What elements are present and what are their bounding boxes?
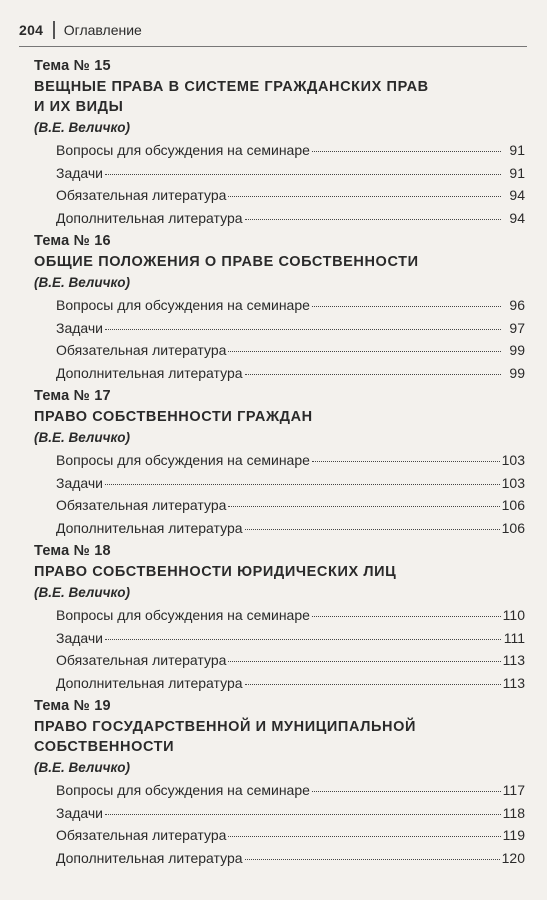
- topic-author: (В.Е. Величко): [34, 275, 131, 290]
- toc-entry-label: Задачи: [56, 804, 104, 821]
- topic-title-line: И ИХ ВИДЫ: [34, 99, 124, 115]
- toc-entry[interactable]: [34, 207, 525, 230]
- toc-entry[interactable]: [34, 162, 525, 185]
- toc-entry-label: Задачи: [56, 164, 104, 181]
- toc-entry-label: Вопросы для обсуждения на семинаре: [56, 782, 310, 798]
- toc-entry-page: 99: [509, 342, 525, 358]
- dot-leader: [245, 219, 501, 220]
- toc-entry-page: 111: [503, 629, 525, 646]
- toc-entry-label: Вопросы для обсуждения на семинаре: [56, 607, 310, 623]
- toc-topic: [34, 56, 525, 231]
- toc-entry[interactable]: [34, 294, 525, 317]
- toc-entry-page: 94: [509, 187, 525, 203]
- page-number: 204: [19, 22, 44, 38]
- toc-entry-label: Задачи: [56, 474, 104, 491]
- dot-leader: [105, 329, 501, 330]
- toc-topic: [34, 231, 525, 386]
- toc-entry-page: 106: [501, 519, 525, 536]
- toc-entry-page: 113: [502, 652, 525, 668]
- toc-entry[interactable]: [34, 139, 525, 162]
- toc-entry-page: 97: [509, 319, 525, 336]
- page-header: [19, 18, 527, 42]
- dot-leader: [105, 484, 500, 485]
- dot-leader: [105, 174, 501, 175]
- topic-title-line: ОБЩИЕ ПОЛОЖЕНИЯ О ПРАВЕ СОБСТВЕННОСТИ: [34, 254, 419, 270]
- toc-entry[interactable]: [34, 362, 525, 385]
- toc-entry[interactable]: [34, 604, 525, 627]
- topic-author: (В.Е. Величко): [34, 120, 131, 135]
- toc-entry-page: 106: [501, 497, 525, 513]
- dot-leader: [245, 374, 501, 375]
- toc-entry-page: 99: [509, 364, 525, 381]
- toc-entry-label: Обязательная литература: [56, 187, 227, 203]
- topic-author: (В.Е. Величко): [34, 760, 131, 775]
- dot-leader: [105, 814, 501, 815]
- dot-leader: [228, 661, 500, 662]
- toc-entry[interactable]: [34, 494, 525, 517]
- toc-entry-label: Обязательная литература: [56, 827, 227, 843]
- toc-entry[interactable]: [34, 184, 525, 207]
- topic-number: Тема № 19: [34, 698, 111, 714]
- toc-entry-page: 91: [509, 142, 525, 158]
- toc-entry-page: 117: [502, 782, 525, 798]
- dot-leader: [245, 684, 501, 685]
- dot-leader: [228, 506, 499, 507]
- toc-entry-label: Дополнительная литература: [56, 209, 243, 226]
- toc-entry[interactable]: [34, 517, 525, 540]
- dot-leader: [105, 639, 501, 640]
- topic-number: Тема № 16: [34, 233, 111, 249]
- topic-number: Тема № 17: [34, 388, 111, 404]
- dot-leader: [245, 859, 500, 860]
- toc-entry-page: 103: [501, 474, 525, 491]
- toc-entry-label: Дополнительная литература: [56, 674, 243, 691]
- dot-leader: [228, 351, 501, 352]
- topic-title-line: СОБСТВЕННОСТИ: [34, 739, 175, 755]
- dot-leader: [228, 836, 500, 837]
- toc-entry-page: 113: [502, 674, 525, 691]
- toc-entry-label: Дополнительная литература: [56, 849, 243, 866]
- toc-entry[interactable]: [34, 672, 525, 695]
- toc-topic: [34, 541, 525, 696]
- toc-entry-label: Дополнительная литература: [56, 519, 243, 536]
- topic-title-line: ПРАВО СОБСТВЕННОСТИ ЮРИДИЧЕСКИХ ЛИЦ: [34, 564, 397, 580]
- dot-leader: [312, 791, 501, 792]
- toc-entry-label: Вопросы для обсуждения на семинаре: [56, 142, 310, 158]
- toc-entry-label: Задачи: [56, 319, 104, 336]
- toc-entry-page: 119: [502, 827, 525, 843]
- toc-entry[interactable]: [34, 779, 525, 802]
- topic-title-line: ВЕЩНЫЕ ПРАВА В СИСТЕМЕ ГРАЖДАНСКИХ ПРАВ: [34, 79, 429, 95]
- toc-entry[interactable]: [34, 847, 525, 870]
- toc-entry[interactable]: [34, 339, 525, 362]
- dot-leader: [312, 151, 501, 152]
- toc-entry-label: Обязательная литература: [56, 497, 227, 513]
- toc-entry[interactable]: [34, 449, 525, 472]
- toc-entry-label: Вопросы для обсуждения на семинаре: [56, 297, 310, 313]
- table-of-contents: [34, 56, 525, 871]
- toc-entry-label: Обязательная литература: [56, 652, 227, 668]
- dot-leader: [312, 461, 500, 462]
- dot-leader: [312, 616, 501, 617]
- toc-entry-label: Обязательная литература: [56, 342, 227, 358]
- topic-title-line: ПРАВО СОБСТВЕННОСТИ ГРАЖДАН: [34, 409, 313, 425]
- toc-entry[interactable]: [34, 802, 525, 825]
- topic-title-line: ПРАВО ГОСУДАРСТВЕННОЙ И МУНИЦИПАЛЬНОЙ: [34, 719, 416, 735]
- header-rule: [19, 46, 527, 47]
- topic-author: (В.Е. Величко): [34, 585, 131, 600]
- toc-entry[interactable]: [34, 824, 525, 847]
- toc-entry[interactable]: [34, 472, 525, 495]
- toc-entry-label: Вопросы для обсуждения на семинаре: [56, 452, 310, 468]
- toc-entry-page: 103: [501, 452, 525, 468]
- dot-leader: [312, 306, 501, 307]
- toc-entry[interactable]: [34, 627, 525, 650]
- dot-leader: [228, 196, 501, 197]
- toc-entry[interactable]: [34, 317, 525, 340]
- toc-entry-page: 91: [509, 164, 525, 181]
- toc-entry-page: 120: [501, 849, 525, 866]
- toc-entry-label: Задачи: [56, 629, 104, 646]
- toc-topic: [34, 386, 525, 541]
- toc-entry-label: Дополнительная литература: [56, 364, 243, 381]
- toc-entry[interactable]: [34, 649, 525, 672]
- toc-entry-page: 118: [502, 804, 525, 821]
- dot-leader: [245, 529, 500, 530]
- topic-number: Тема № 15: [34, 58, 111, 74]
- topic-author: (В.Е. Величко): [34, 430, 131, 445]
- topic-number: Тема № 18: [34, 543, 111, 559]
- toc-entry-page: 110: [502, 607, 525, 623]
- section-title: Оглавление: [63, 22, 142, 38]
- toc-entry-page: 96: [509, 297, 525, 313]
- toc-topic: [34, 696, 525, 871]
- toc-entry-page: 94: [509, 209, 525, 226]
- header-separator: [53, 21, 55, 39]
